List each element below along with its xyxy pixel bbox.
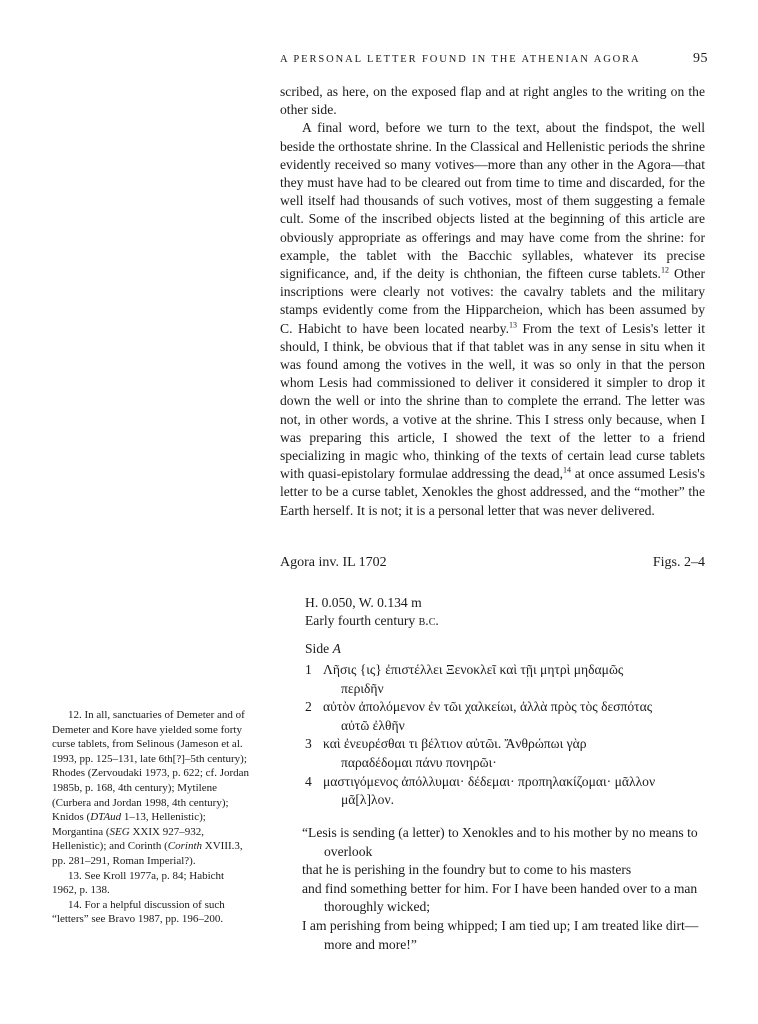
footnote-12-corinth: Corinth	[167, 840, 203, 853]
greek-line-continuation: μᾶ[λ]λον.	[341, 792, 394, 808]
paragraph-2	[280, 119, 705, 519]
footnote-ref-14[interactable]: 14	[562, 465, 571, 475]
greek-line-continuation: αὐτῶ ἐλθῆν	[341, 717, 405, 733]
greek-line	[305, 735, 710, 772]
inventory-number: Agora inv. IL 1702	[280, 555, 387, 570]
paragraph-2-part-d: at once assumed Lesis's letter to be a curse tablet, Xenokles the ghost addressed, and the “mother” the Earth herself. It is not; it is a personal letter that was never delivered.	[280, 466, 705, 518]
footnotes	[52, 708, 250, 927]
greek-line	[305, 773, 710, 810]
translation-line: and find something better for him. For I have been handed over to a man thoroughly wicked;	[302, 880, 698, 915]
running-title: A PERSONAL LETTER FOUND IN THE ATHENIAN AGORA	[280, 54, 641, 65]
footnote-12-dtaud: DTAud	[90, 811, 122, 824]
footnote-ref-13[interactable]: 13	[509, 320, 517, 330]
side-label-text: Side	[305, 641, 333, 656]
paragraph-2-part-a: A final word, before we turn to the text, about the findspot, the well beside the orthostate shrine. In the Classical and Hellenistic periods the shrine evidently received so many votives—more than any other in the Agora—that they must have had to be cleared out from time to time and discarded, for the well itself had thousands of such votives, most of them suggesting a female cult. Some of the inscribed objects listed at the beginning of this article are obviously appropriate as offerings and may have come from the shrine: for example, the tablet with the Bacchic syllables, whatever its precise significance, and, if the deity is chthonian, the fifteen curse tablets.	[280, 120, 705, 282]
footnote-12-text-d: XVIII.3, pp. 281–291, Roman Imperial?).	[52, 840, 243, 867]
translation-line: I am perishing from being whipped; I am tied up; I am treated like dirt—more and more!”	[302, 917, 699, 952]
page-number: 95	[693, 51, 708, 66]
line-number: 3	[305, 736, 312, 752]
footnote-ref-12[interactable]: 12	[660, 265, 669, 275]
footnote-12-seg: SEG	[109, 825, 130, 838]
translation	[302, 824, 712, 954]
catalog-heading	[280, 555, 705, 575]
paragraph-2-part-c: From the text of Lesis's letter it should, I think, be obvious that if that tablet was in any sense in situ when it was found among the votives in the well, it was so only in that the person whom Lesis had commissioned to deliver it considered it simpler to drop it down the well or into the shrine than to complete the errand. The letter was not, in other words, a votive at the shrine. This I stress only because, when I was preparing this article, I showed the text of the letter to a friend specializing in magic who, thinking of the texts of certain lead curse tablets with quasi-epistolary formulae addressing the dead,	[280, 320, 706, 482]
line-number: 1	[305, 662, 312, 677]
footnote-12-text-a: 12. In all, sanctuaries of Demeter and of Demeter and Kore have yielded some forty curse tablets, from Selinous (Jameson et al. 1993, pp. 125–131, late 6th[?]–5th century); Rhodes (Zervoudaki 1973, p. 622; cf. Jordan 1985b, p. 168, 4th century); Mytilene (Curbera and Jordan 1998, 4th century); Knidos (	[52, 709, 250, 824]
dimensions: H. 0.050, W. 0.134 m	[305, 595, 422, 610]
greek-line	[305, 698, 710, 735]
side-label	[305, 641, 341, 657]
footnote-12-text-b: 1–13, Hellenistic); Morgantina (	[52, 811, 206, 838]
greek-line	[305, 661, 710, 698]
side-letter: A	[332, 641, 341, 656]
greek-line-text: μαστιγόμενος ἀπόλλυμαι· δέδεμαι· προπηλακίζομαι· μᾶλλον	[323, 773, 656, 789]
footnote-14: 14. For a helpful discussion of such “letters” see Bravo 1987, pp. 196–200.	[52, 898, 225, 926]
paragraph-2-part-b: Other inscriptions were clearly not votives: the cavalry tablets and the military stamps evidently come from the Hipparcheion, which has been assumed by C. Habicht to have been located nearby.	[280, 266, 705, 336]
body-text	[280, 83, 705, 520]
greek-line-continuation: περιδῆν	[341, 680, 384, 696]
footnote-12-text-c: XXIX 927–932, Hellenistic); and Corinth (	[52, 825, 204, 853]
date-line	[305, 612, 439, 630]
greek-line-text: αὐτὸν ἀπολόμενον ἐν τῶι χαλκείωι, ἀλλὰ πρὸς τὸς δεσπότας	[323, 699, 653, 715]
running-head	[280, 50, 708, 70]
footnote-12	[52, 708, 250, 869]
greek-line-text: καὶ ἐνευρέσθαι τι βέλτιον αὐτῶι. Ἄνθρώπωι γὰρ	[323, 736, 587, 752]
translation-line: “Lesis is sending (a letter) to Xenokles and to his mother by no means to overlook	[302, 825, 698, 859]
translation-line: that he is perishing in the foundry but to come to his masters	[302, 862, 632, 878]
line-number: 4	[305, 773, 312, 789]
line-number: 2	[305, 699, 312, 715]
greek-line-text: Λῆσις {ις} ἐπιστέλλει Ξενοκλεῖ καὶ τῇι μητρὶ μηδαμῶς	[323, 662, 624, 677]
greek-text	[305, 661, 710, 810]
paragraph-1: scribed, as here, on the exposed flap and at right angles to the writing on the other side.	[280, 84, 705, 118]
greek-line-continuation: παραδέδομαι πάνυ πονηρῶι·	[341, 754, 497, 770]
footnote-13: 13. See Kroll 1977a, p. 84; Habicht 1962, p. 138.	[52, 869, 225, 897]
catalog-specs	[305, 594, 439, 630]
date-era: b.c.	[418, 613, 439, 628]
date-text: Early fourth century	[305, 613, 419, 628]
figures-reference: Figs. 2–4	[652, 555, 705, 570]
